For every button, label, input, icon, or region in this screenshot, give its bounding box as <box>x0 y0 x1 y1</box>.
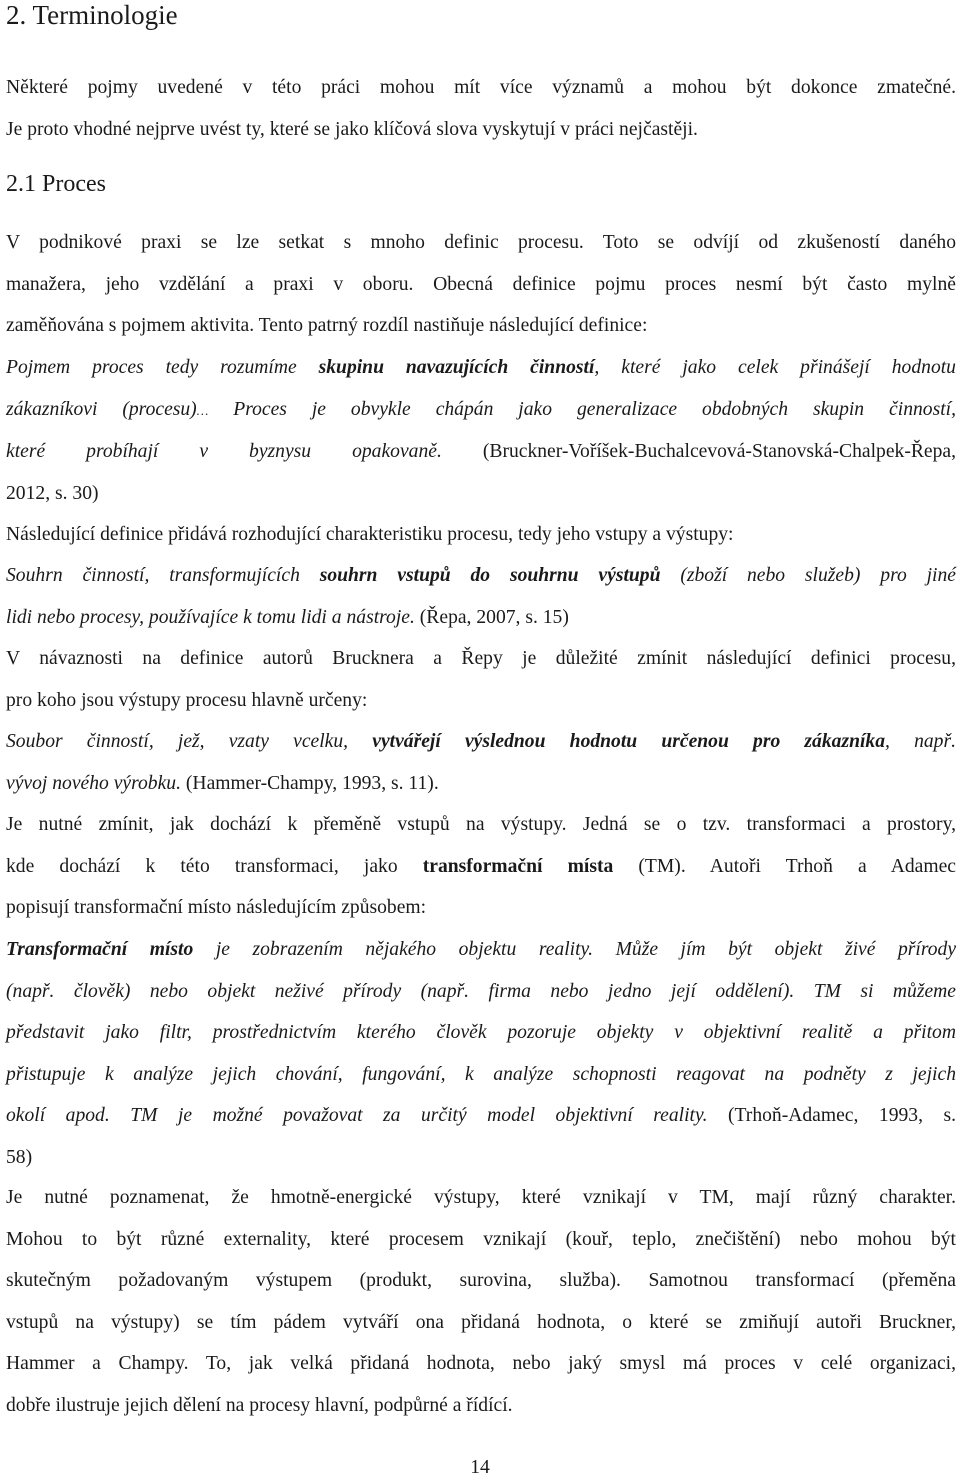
q4-text-c: okolí apod. TM je možné považovat za určitý model objektivní reality. <box>6 1105 708 1126</box>
chapter-heading: 2. Terminologie <box>6 0 178 30</box>
q1-text-f: které probíhají v byznysu opakovaně. <box>6 441 442 462</box>
q2-emphasis: souhrn vstupů do souhrnu výstupů <box>319 565 661 586</box>
paragraph-5 <box>6 1177 956 1426</box>
p5-line-5: Hammer a Champy. To, jak velká přidaná hodnota, nebo jaký smysl má proces v celé organizaci, <box>6 1353 956 1374</box>
q4-line-3: představit jako filtr, prostřednictvím kterého člověk pozoruje objekty v objektivní realitě a přitom <box>6 1022 956 1043</box>
p4-line-2 <box>6 846 956 888</box>
paragraph-3 <box>6 638 956 721</box>
q4-line-4: přistupuje k analýze jejich chování, fungování, k analýze schopnosti reagovat na podněty z jejich <box>6 1063 956 1085</box>
q4-line-5 <box>6 1095 956 1137</box>
q2-text-d: lidi nebo procesy, používajíce k tomu lidi a nástroje. <box>6 606 415 628</box>
q4-line-1 <box>6 929 956 971</box>
p5-line-2: Mohou to být různé externality, které procesem vznikají (kouř, teplo, znečištění) nebo mohou být <box>6 1228 956 1250</box>
chapter-heading-block <box>6 0 956 30</box>
q1-text-d: zákazníkovi (procesu) <box>6 398 197 420</box>
paragraph-1 <box>6 222 956 347</box>
q3-text-c: , např. <box>885 731 956 752</box>
p5-line-4: vstupů na výstupy) se tím pádem vytváří ona přidaná hodnota, o které se zmiňují autoři Bruckner, <box>6 1311 956 1333</box>
quote-4 <box>6 929 956 1178</box>
section-heading-block <box>6 170 956 198</box>
q2-line-1 <box>6 555 956 597</box>
q1-citation: (Bruckner-Voříšek-Buchalcevová-Stanovská-Chalpek-Řepa, <box>441 441 957 462</box>
p5-line-3: skutečným požadovaným výstupem (produkt, surovina, služba). Samotnou transformací (přeměna <box>6 1270 956 1291</box>
paragraph-2 <box>6 514 956 556</box>
p4-term: transformační místa <box>422 855 614 877</box>
p4-text-a: kde dochází k této transformaci, jako <box>6 855 423 877</box>
q3-citation: (Hammer-Champy, 1993, s. 11). <box>181 772 439 794</box>
page-number: 14 <box>470 1457 490 1478</box>
q4-citation: (Trhoň-Adamec, 1993, s. <box>707 1105 956 1126</box>
q1-line-2 <box>6 389 956 432</box>
quote-2 <box>6 555 956 638</box>
q4-line-6: 58) <box>6 1146 33 1168</box>
p4-line-1: Je nutné zmínit, jak dochází k přeměně vstupů na výstupy. Jedná se o tzv. transformaci a prostory, <box>6 814 956 835</box>
q4-line-2: (např. člověk) nebo objekt neživé přírody (např. firma nebo jedno její oddělení). TM si můžeme <box>6 980 956 1002</box>
p2-line-1: Následující definice přidává rozhodující charakteristiku procesu, tedy jeho vstupy a výstupy: <box>6 524 734 545</box>
section-heading: 2.1 Proces <box>6 171 106 197</box>
p3-line-2: pro koho jsou výstupy procesu hlavně určeny: <box>6 689 368 711</box>
q1-line-4: 2012, s. 30) <box>6 482 99 504</box>
q3-line-2 <box>6 763 956 805</box>
q3-emphasis: vytvářejí výslednou hodnotu určenou pro zákazníka <box>372 731 886 752</box>
q2-text-c: (zboží nebo služeb) pro jiné <box>660 565 956 586</box>
q4-text-b: je zobrazením nějakého objektu reality. Může jím být objekt živé přírody <box>193 939 957 960</box>
q2-text-a: Souhrn činností, transformujících <box>6 565 320 586</box>
intro-line-1: Některé pojmy uvedené v této práci mohou mít více významů a mohou být dokonce zmatečné. <box>6 77 956 98</box>
q1-line-3 <box>6 431 956 473</box>
q3-line-1 <box>6 721 956 763</box>
q1-ellipsis: … <box>196 402 209 418</box>
intro-paragraph <box>6 67 956 150</box>
q1-line-1 <box>6 347 956 389</box>
q2-citation: (Řepa, 2007, s. 15) <box>414 606 569 628</box>
p5-line-6: dobře ilustruje jejich dělení na procesy hlavní, podpůrné a řídící. <box>6 1394 513 1416</box>
p1-line-2: manažera, jeho vzdělání a praxi v oboru. Obecná definice pojmu proces nesmí být často mylně <box>6 273 956 295</box>
p1-line-3: zaměňována s pojmem aktivita. Tento patrný rozdíl nastiňuje následující definice: <box>6 315 648 336</box>
p4-line-3: popisují transformační místo následujícím způsobem: <box>6 897 427 918</box>
p3-line-1: V návaznosti na definice autorů Brucknera a Řepy je důležité zmínit následující definici procesu, <box>6 648 956 669</box>
p5-line-1: Je nutné poznamenat, že hmotně-energické výstupy, které vznikají v TM, mají různý charakter. <box>6 1187 956 1208</box>
q3-text-a: Soubor činností, jež, vzaty vcelku, <box>6 731 373 752</box>
q1-text-c: , které jako celek přinášejí hodnotu <box>594 357 956 378</box>
q1-text-a: Pojmem proces tedy rozumíme <box>6 357 319 378</box>
q1-emphasis: skupinu navazujících činností <box>318 357 595 378</box>
q1-text-e: Proces je obvykle chápán jako generalizace obdobných skupin činností, <box>208 398 956 420</box>
paragraph-4 <box>6 804 956 929</box>
q3-text-d: vývoj nového výrobku. <box>6 772 181 794</box>
p4-text-c: (TM). Autoři Trhoň a Adamec <box>613 855 957 877</box>
p1-line-1: V podnikové praxi se lze setkat s mnoho definic procesu. Toto se odvíjí od zkušeností daného <box>6 232 956 253</box>
intro-line-2: Je proto vhodné nejprve uvést ty, které se jako klíčová slova vyskytují v práci nejčastěji. <box>6 118 698 140</box>
q2-line-2 <box>6 597 956 639</box>
quote-1 <box>6 347 956 514</box>
quote-3 <box>6 721 956 804</box>
q4-term: Transformační místo <box>6 939 194 960</box>
